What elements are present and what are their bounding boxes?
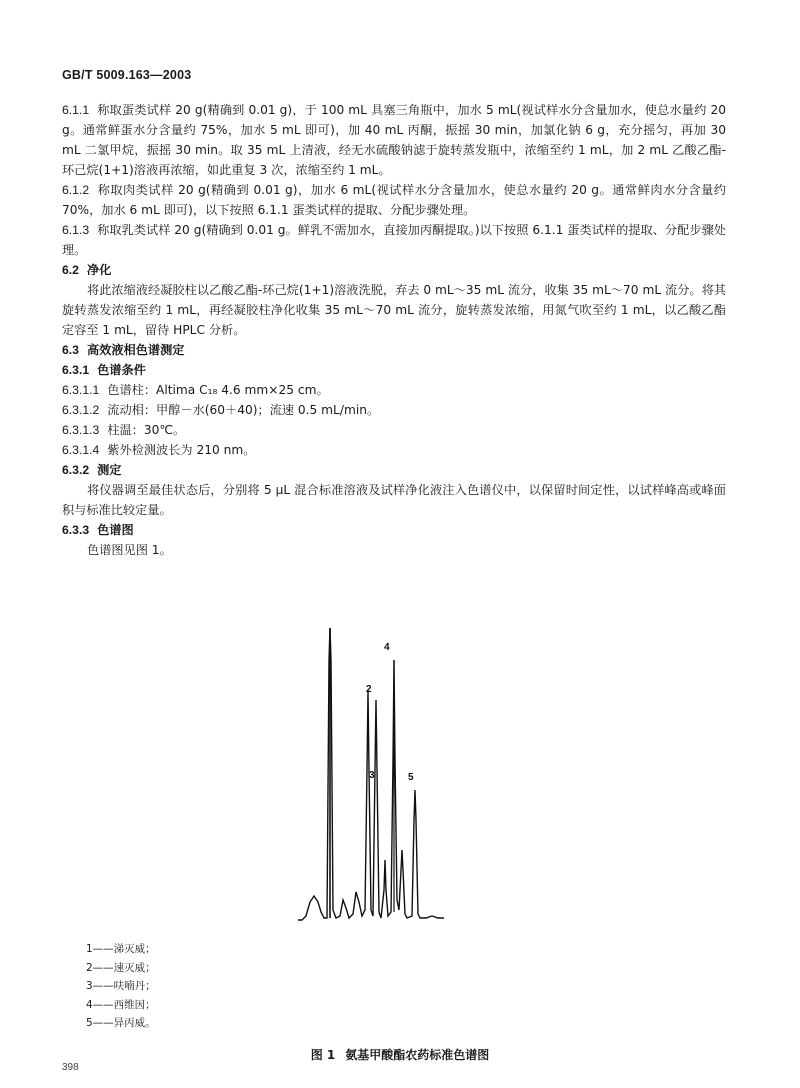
section-number: 6.1.3 (62, 223, 90, 237)
paragraph (62, 100, 726, 180)
section-number: 6.3.3 (62, 523, 90, 537)
paragraph (62, 280, 726, 340)
paragraph-text: 紫外检测波长为 210 nm。 (107, 443, 256, 457)
section-title: 净化 (86, 263, 112, 277)
section-number: 6.3.1 (62, 363, 90, 377)
paragraph-text: 称取乳类试样 20 g(精确到 0.01 g。鲜乳不需加水，直接加丙酮提取。)以下按照 6.1.1 蛋类试样的提取、分配步骤处理。 (62, 223, 726, 257)
legend-item: 2——速灭威； (86, 961, 156, 974)
paragraph-text: 柱温：30℃。 (107, 423, 186, 437)
section-number: 6.3.1.2 (62, 403, 100, 417)
body-text (62, 100, 726, 560)
paragraph (62, 540, 726, 560)
peak-label-4: 4 (384, 642, 390, 653)
section-title: 色谱条件 (97, 363, 146, 377)
paragraph (62, 440, 726, 460)
paragraph-text: 色谱图见图 1。 (87, 543, 172, 557)
section-heading (62, 460, 726, 480)
paragraph-text: 将仪器调至最佳状态后，分别将 5 μL 混合标准溶液及试样净化液注入色谱仪中，以保留时间定性，以试样峰高或峰面积与标准比较定量。 (62, 483, 726, 517)
section-number: 6.3.1.3 (62, 423, 100, 437)
section-number: 6.3 (62, 343, 79, 357)
legend-item: 3——呋喃丹； (86, 980, 156, 992)
paragraph (62, 480, 726, 520)
figure-legend (86, 940, 156, 1033)
paragraph (62, 220, 726, 260)
paragraph-text: 称取蛋类试样 20 g(精确到 0.01 g)，于 100 mL 具塞三角瓶中，加水 5 mL(视试样水分含量加水，使总水量约 20 g。通常鲜蛋水分含量约 75%，加水 5 mL 即可)，加 40 mL 丙酮，振摇 30 min，加氯化钠 6 g，充分摇匀，再加 30 mL 二氯甲烷，振摇 30 min。取 35 mL 上清液，经无水硫酸钠滤于旋转蒸发瓶中，浓缩至约 1 mL，加 2 mL 乙酸乙酯-环己烷(1+1)溶液再浓缩，如此重复 3 次，浓缩至约 1 mL。 (62, 103, 726, 177)
peak-label-2: 2 (366, 684, 372, 695)
section-title: 高效液相色谱测定 (86, 343, 185, 357)
chromatogram-svg (296, 620, 446, 932)
paragraph-text: 称取肉类试样 20 g(精确到 0.01 g)，加水 6 mL(视试样水分含量加水，使总水量约 20 g。通常鲜肉水分含量约 70%，加水 6 mL 即可)，以下按照 6.1.1 蛋类试样的提取、分配步骤处理。 (62, 183, 726, 217)
section-number: 6.3.2 (62, 463, 90, 477)
peak-label-5: 5 (408, 772, 414, 783)
section-heading (62, 260, 726, 280)
section-heading (62, 360, 726, 380)
paragraph-text: 流动相：甲醇－水(60＋40)；流速 0.5 mL/min。 (107, 403, 380, 417)
section-title: 测定 (97, 463, 122, 477)
section-heading (62, 340, 726, 360)
legend-item: 5——异丙威。 (86, 1017, 156, 1029)
figure-caption-text: 氨基甲酸酯农药标准色谱图 (345, 1048, 490, 1062)
paragraph-text: 将此浓缩液经凝胶柱以乙酸乙酯-环己烷(1+1)溶液洗脱，弃去 0 mL～35 mL 流分，收集 35 mL～70 mL 流分。将其旋转蒸发浓缩至约 1 mL，再经凝胶柱净化收集 35 mL～70 mL 流分，旋转蒸发浓缩，用氮气吹至约 1 mL，以乙酸乙酯定容至 1 mL，留待 HPLC 分析。 (62, 283, 726, 337)
paragraph-text: 色谱柱：Altima C₁₈ 4.6 mm×25 cm。 (107, 383, 329, 397)
legend-item: 1——涕灭威； (86, 943, 156, 955)
paragraph (62, 180, 726, 220)
chromatogram-figure (296, 620, 446, 932)
section-number: 6.2 (62, 263, 79, 277)
legend-item: 4——西维因； (86, 998, 156, 1011)
figure-caption (0, 1046, 800, 1063)
section-heading (62, 520, 726, 540)
section-number: 6.3.1.4 (62, 443, 100, 457)
peak-label-3: 3 (369, 770, 375, 781)
section-number: 6.1.1 (62, 103, 90, 117)
section-title: 色谱图 (97, 523, 134, 537)
standard-header: GB/T 5009.163—2003 (62, 68, 192, 82)
paragraph (62, 420, 726, 440)
page-number: 398 (62, 1062, 79, 1073)
section-number: 6.3.1.1 (62, 383, 100, 397)
section-number: 6.1.2 (62, 183, 90, 197)
paragraph (62, 400, 726, 420)
figure-number: 图 1 (310, 1048, 336, 1062)
paragraph (62, 380, 726, 400)
